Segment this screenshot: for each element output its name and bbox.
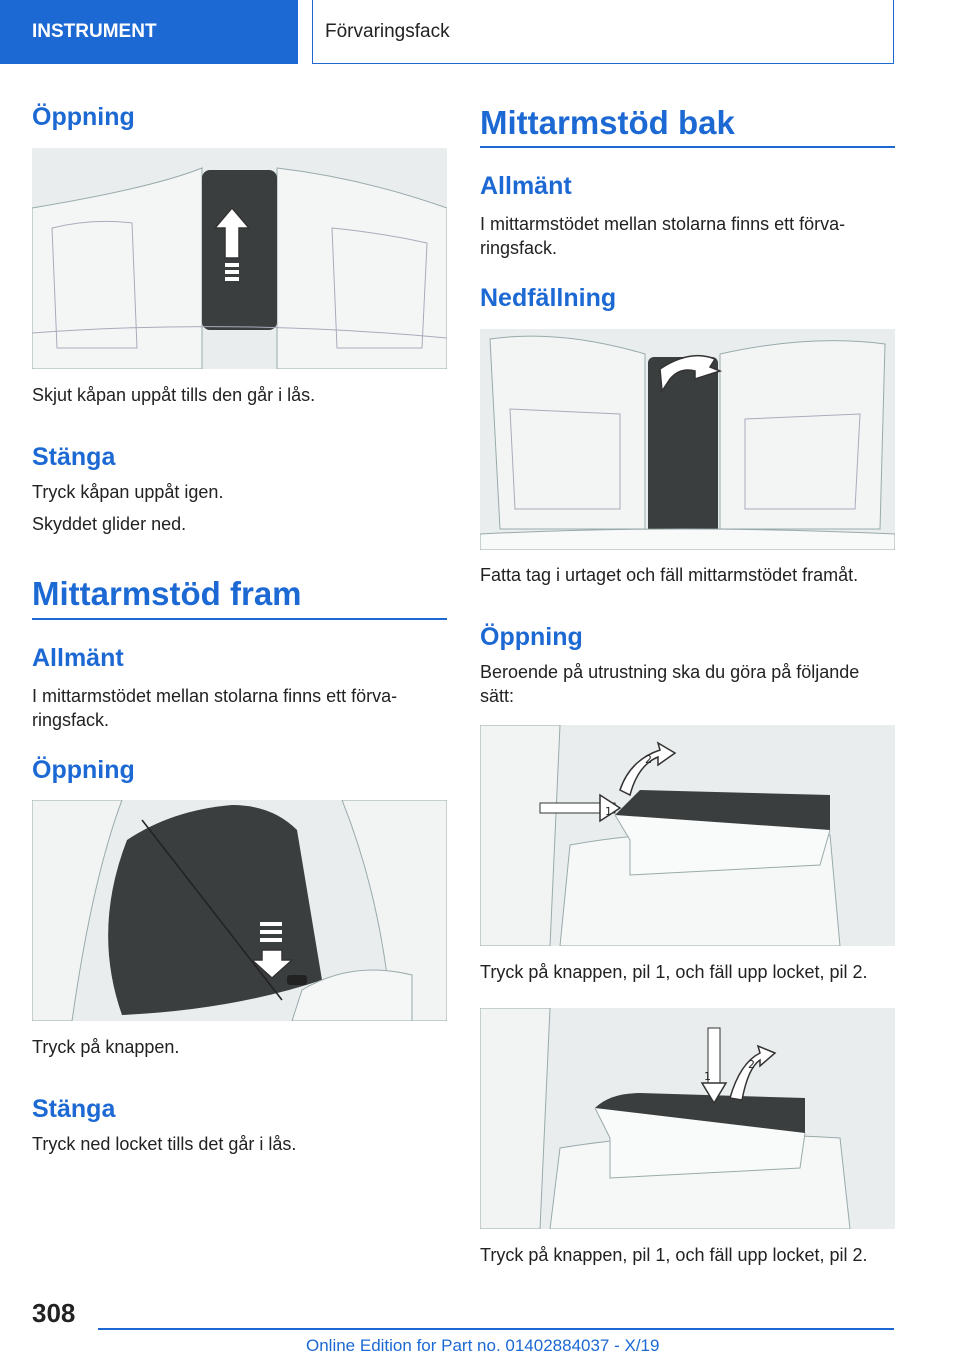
front-closing-heading: Stänga <box>32 1095 116 1123</box>
rear-open-caption-2: Tryck på knappen, pil 1, och fäll upp locket, pil 2. <box>480 1245 868 1265</box>
front-armrest-illustration <box>32 800 447 1021</box>
heading-rule <box>480 146 895 148</box>
rear-opening-heading: Öppning <box>480 623 583 651</box>
rear-fold-illustration <box>480 329 895 550</box>
cover-slide-illustration <box>32 148 447 369</box>
front-general-heading: Allmänt <box>32 644 124 672</box>
opening-heading: Öppning <box>32 103 135 131</box>
section-label: INSTRUMENT <box>32 21 157 42</box>
front-general-line-1: I mittarmstödet mellan stolarna finns ett förva‐ <box>32 686 398 706</box>
rear-general-heading: Allmänt <box>480 172 572 200</box>
edition-footer: Online Edition for Part no. 01402884037 - X/19 <box>306 1336 660 1355</box>
rear-general-line-1: I mittarmstödet mellan stolarna finns ett förva‐ <box>480 214 846 234</box>
cover-slide-drawing <box>32 148 447 369</box>
section-tab <box>0 0 298 64</box>
front-armrest-heading: Mittarmstöd fram <box>32 575 302 612</box>
rear-armrest-heading: Mittarmstöd bak <box>480 104 735 141</box>
rear-fold-drawing <box>480 329 895 550</box>
opening-caption: Skjut kåpan uppåt tills den går i lås. <box>32 385 316 405</box>
footer-rule <box>98 1328 894 1330</box>
chapter-label: Förvaringsfack <box>325 20 450 42</box>
rear-open-caption-1: Tryck på knappen, pil 1, och fäll upp locket, pil 2. <box>480 962 868 982</box>
front-general-line-2: ringsfack. <box>32 710 110 730</box>
page-number: 308 <box>32 1298 76 1328</box>
front-closing-text: Tryck ned locket tills det går i lås. <box>32 1134 297 1154</box>
rear-opening-line-2: sätt: <box>480 686 515 706</box>
rear-open-illustration-2 <box>480 1008 895 1229</box>
rear-open-illustration-1 <box>480 725 895 946</box>
arrow-label-1: 1 <box>704 1070 711 1083</box>
closing-line-1: Tryck kåpan uppåt igen. <box>32 482 224 502</box>
rear-opening-line-1: Beroende på utrustning ska du göra på följande <box>480 662 860 682</box>
rear-open-drawing-1 <box>480 725 895 946</box>
rear-open-drawing-2 <box>480 1008 895 1229</box>
rear-general-line-2: ringsfack. <box>480 238 558 258</box>
fold-down-caption: Fatta tag i urtaget och fäll mittarmstödet framåt. <box>480 565 859 585</box>
arrow-label-2: 2 <box>748 1058 755 1071</box>
closing-line-2: Skyddet glider ned. <box>32 514 187 534</box>
closing-heading: Stänga <box>32 443 116 471</box>
arrow-label-1: 1 <box>605 805 612 818</box>
arrow-label-2: 2 <box>645 753 652 766</box>
heading-rule <box>32 618 447 620</box>
fold-down-heading: Nedfällning <box>480 284 617 312</box>
front-opening-heading: Öppning <box>32 756 135 784</box>
front-opening-caption: Tryck på knappen. <box>32 1037 180 1057</box>
front-armrest-drawing <box>32 800 447 1021</box>
chapter-header <box>312 0 894 64</box>
